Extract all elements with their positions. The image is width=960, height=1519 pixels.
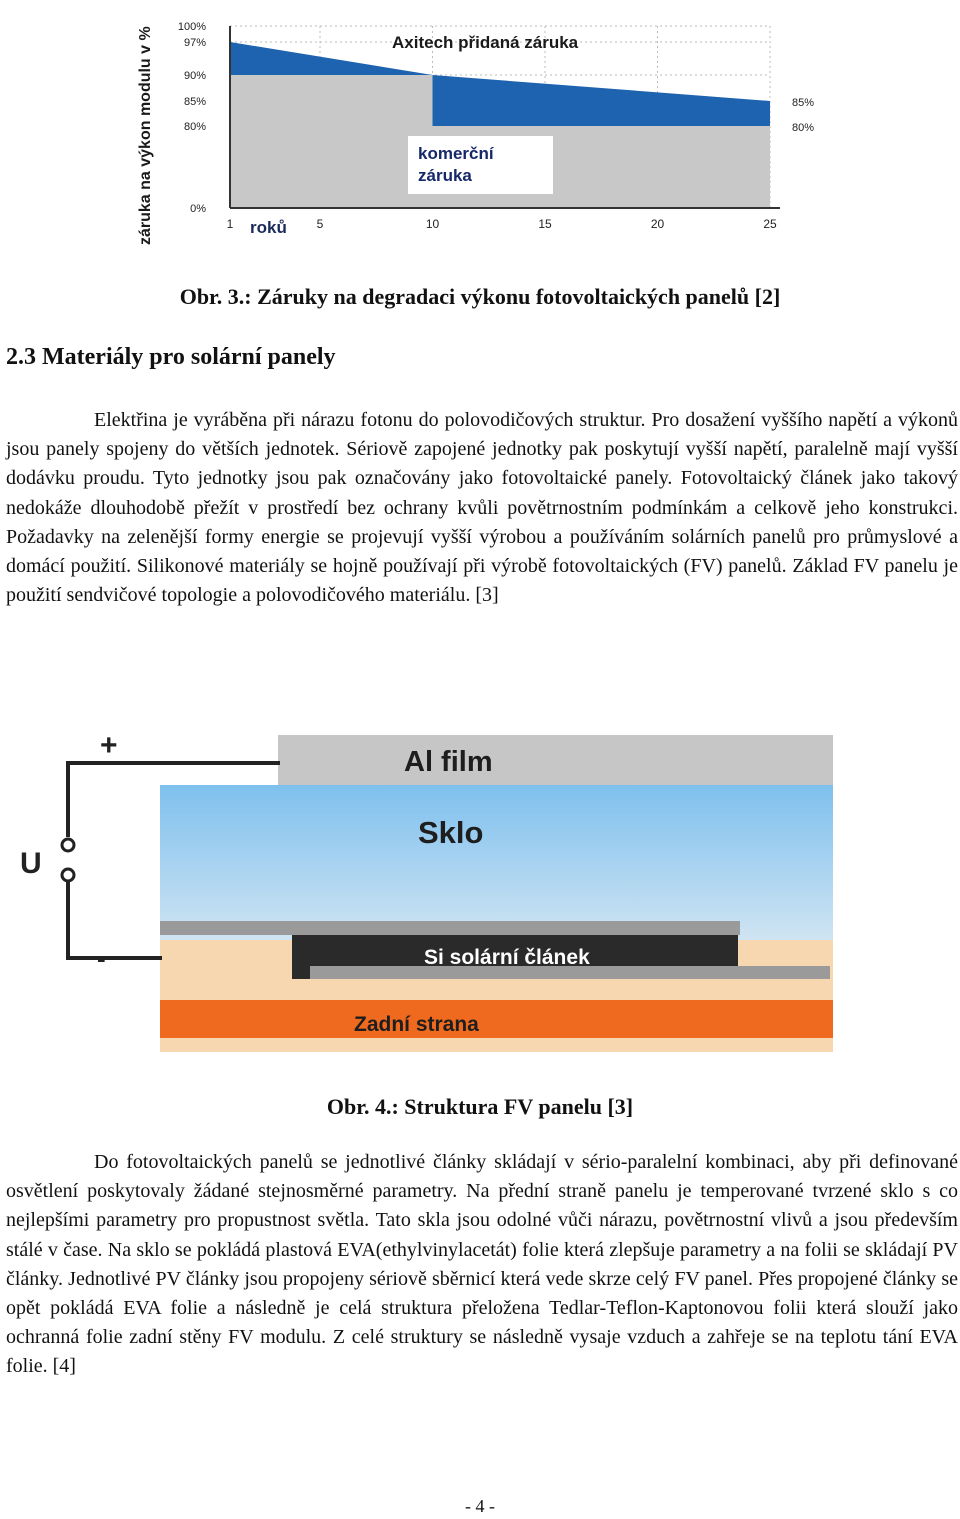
figure3-caption: Obr. 3.: Záruky na degradaci výkonu fotovoltaických panelů [2] — [179, 284, 781, 309]
glass-layer — [160, 785, 833, 940]
terminal-bottom — [62, 869, 74, 881]
x-tick-labels — [227, 217, 777, 231]
axitech-label: Axitech přidaná záruka — [392, 33, 579, 52]
terminal-top — [62, 839, 74, 851]
x-tick-label: 20 — [650, 217, 665, 231]
panel-structure-diagram — [0, 725, 960, 1065]
x-tick-label: 5 — [316, 217, 324, 231]
y-tick-label: 80% — [183, 121, 206, 133]
al-film-layer — [278, 735, 833, 785]
y-tick-label: 90% — [183, 70, 206, 82]
y-tick-label: 100% — [177, 21, 206, 33]
commercial-label-line1: komerční — [418, 144, 494, 163]
x-unit-label: roků — [250, 218, 287, 237]
y-tick-label: 0% — [190, 203, 206, 215]
right-label-80: 80% — [792, 122, 815, 134]
y-tick-label: 85% — [183, 96, 206, 108]
paragraph-2: Do fotovoltaických panelů se jednotlivé články skládají v sério-paralelní kombinaci, aby při definované osvětlení poskytovaly žádané stejnosměrné parametry. Na přední straně panelu je temperované tvrzené sklo s co nejlepšími parametry pro propustnost světla. Tato skla jsou odolné vůči nárazu, povětrnostní vlivů a jsou především stálé v čase. Na sklo se pokládá plastová EVA(ethylvinylacetát) folie která zlepšuje parametry a na folii se skládají PV články. Jednotlivé PV články jsou propojeny sériově sběrnicí která vede skrze celý FV panel. Přes propojené články se opět pokládá EVA folie a následně je celá struktura přeložena Tedlar-Teflon-Kaptonovou folii která slouží jako ochranná folie zadní stěny FV modulu. Z celé struktury se následně vysaje vzduch a zahřeje se na teplotu tání EVA folie. [4] — [6, 1151, 958, 1378]
plus-label: + — [100, 729, 118, 762]
top-tab — [160, 921, 740, 935]
commercial-label-line2: záruka — [418, 166, 472, 185]
minus-label: - — [97, 943, 106, 973]
x-tick-label: 15 — [538, 217, 552, 231]
y-tick-labels — [178, 21, 206, 215]
y-tick-label: 97% — [183, 37, 206, 49]
back-side-layer — [160, 1000, 833, 1038]
glass-label: Sklo — [418, 815, 484, 850]
warranty-chart — [0, 0, 960, 260]
x-tick-label: 10 — [425, 217, 440, 231]
y-axis-label: záruka na výkon modulu v % — [137, 26, 154, 245]
section-heading: 2.3 Materiály pro solární panely — [6, 344, 336, 370]
right-label-85: 85% — [792, 97, 815, 109]
voltage-label: U — [20, 847, 42, 880]
al-film-label: Al film — [404, 746, 493, 778]
paragraph-1: Elektřina je vyráběna při nárazu fotonu do polovodičových struktur. Pro dosažení vyššího napětí a výkonů jsou panely spojeny do větších jednotek. Sériově zapojené jednotky pak poskytují vyšší napětí, paralelně mají vyšší dodávku proudu. Tyto jednotky jsou pak označovány jako fotovoltaické panely. Fotovoltaický článek jako takový nedokáže dlouhodobě přežít v prostředí bez ochrany kvůli povětrnostním podmínkám a celkově jeho konstrukci. Požadavky na zelenější formy energie se projevují vyšší výrobou a používáním solárních panelů pro průmyslové a domácí použití. Silikonové materiály se hojně používají při výrobě fotovoltaických (FV) panelů. Základ FV panelu je použití sendvičové topologie a polovodičového materiálu. [3] — [6, 409, 958, 607]
x-tick-label: 1 — [226, 217, 234, 231]
figure4-caption: Obr. 4.: Struktura FV panelu [3] — [326, 1094, 634, 1119]
solar-cell-label: Si solární článek — [424, 946, 590, 969]
chart-plot-area — [178, 21, 780, 231]
page-number: - 4 - — [465, 1496, 495, 1516]
x-tick-label: 25 — [763, 217, 777, 231]
negative-wire — [68, 882, 162, 958]
back-side-label: Zadní strana — [354, 1013, 479, 1036]
